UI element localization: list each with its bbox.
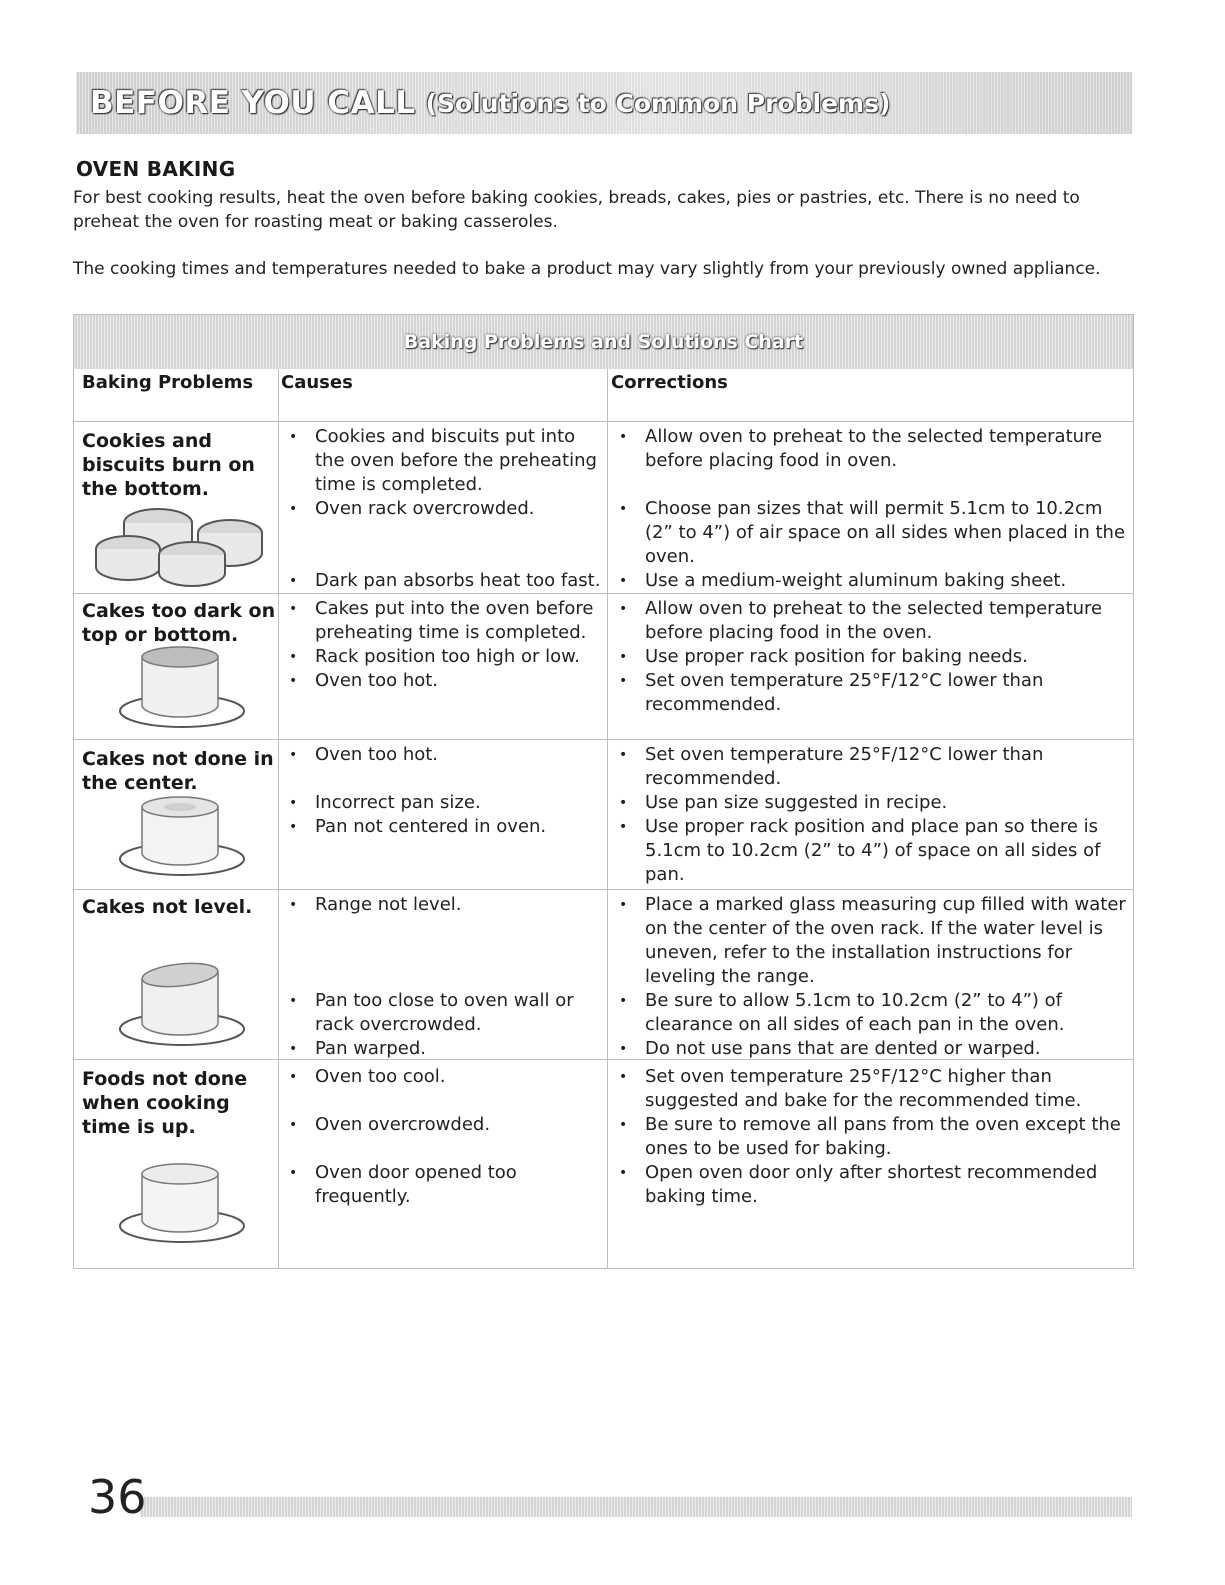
correction-item: • Set oven temperature 25°F/12°C lower than recommended. <box>611 669 1129 717</box>
row-divider <box>74 421 1133 422</box>
intro-paragraph-2: The cooking times and temperatures needed to bake a product may vary slightly from your previously owned appliance. <box>73 259 1101 279</box>
intro-paragraph-1: For best cooking results, heat the oven before baking cookies, breads, cakes, pies or pastries, etc. There is no need to preheat the oven for roasting meat or baking casseroles. <box>73 188 1080 232</box>
corrections-cookies <box>611 425 1129 591</box>
cause-item: • Oven too hot. <box>281 669 606 693</box>
cause-item: • Rack position too high or low. <box>281 645 606 669</box>
chart-header <box>74 315 1133 369</box>
cause-item: • Oven rack overcrowded. <box>281 497 606 521</box>
correction-item: • Do not use pans that are dented or warped. <box>611 1037 1129 1061</box>
page-header-subtitle: (Solutions to Common Problems) <box>425 88 891 118</box>
cause-item: • Oven too hot. <box>281 743 606 767</box>
causes-cookies <box>281 425 606 591</box>
footer-band <box>140 1497 1132 1517</box>
problem-label-cakes-too-dark: Cakes too dark on top or bottom. <box>82 600 276 646</box>
row-divider <box>74 739 1133 740</box>
corrections-cakes-not-level <box>611 893 1129 1057</box>
column-divider <box>278 369 279 1268</box>
correction-item: • Set oven temperature 25°F/12°C lower than recommended. <box>611 743 1129 791</box>
problem-label-cookies: Cookies and biscuits burn on the bottom. <box>82 430 255 500</box>
corrections-cakes-not-done <box>611 743 1129 885</box>
cake-illustration <box>104 793 254 883</box>
column-header-corrections: Corrections <box>611 372 728 393</box>
corrections-foods-not-done <box>611 1065 1129 1265</box>
row-divider <box>74 889 1133 890</box>
causes-foods-not-done <box>281 1065 606 1265</box>
cause-item: • Cakes put into the oven before preheating time is completed. <box>281 597 606 645</box>
cause-item: • Pan warped. <box>281 1037 606 1061</box>
correction-item: • Open oven door only after shortest recommended baking time. <box>611 1161 1129 1209</box>
cause-item: • Oven too cool. <box>281 1065 606 1089</box>
correction-item: • Choose pan sizes that will permit 5.1cm to 10.2cm (2” to 4”) of air space on all sides when placed in the oven. <box>611 497 1129 569</box>
causes-cakes-too-dark <box>281 597 606 737</box>
cause-item: • Pan not centered in oven. <box>281 815 606 839</box>
cookies-illustration <box>88 495 268 587</box>
section-title: OVEN BAKING <box>76 157 236 181</box>
cake-illustration <box>104 645 254 735</box>
row-divider <box>74 593 1133 594</box>
cause-item: • Cookies and biscuits put into the oven before the preheating time is completed. <box>281 425 606 497</box>
correction-item: • Set oven temperature 25°F/12°C higher than suggested and bake for the recommended time. <box>611 1065 1129 1113</box>
corrections-cakes-too-dark <box>611 597 1129 737</box>
problem-label-cakes-not-done: Cakes not done in the center. <box>82 748 274 794</box>
column-header-causes: Causes <box>281 372 353 393</box>
column-header-problems: Baking Problems <box>82 372 254 393</box>
cause-item: • Oven door opened too frequently. <box>281 1161 606 1209</box>
causes-cakes-not-level <box>281 893 606 1057</box>
correction-item: • Be sure to allow 5.1cm to 10.2cm (2” to 4”) of clearance on all sides of each pan in the oven. <box>611 989 1129 1037</box>
baking-problems-chart <box>73 314 1134 1269</box>
problem-label-foods-not-done: Foods not done when cooking time is up. <box>82 1068 248 1138</box>
page-number: 36 <box>88 1470 147 1524</box>
causes-cakes-not-done <box>281 743 606 885</box>
cake-illustration <box>104 1160 254 1250</box>
correction-item: • Use proper rack position and place pan so there is 5.1cm to 10.2cm (2” to 4”) of space on all sides of pan. <box>611 815 1129 887</box>
correction-item: • Use proper rack position for baking needs. <box>611 645 1129 669</box>
column-divider <box>607 369 608 1268</box>
cause-item: • Pan too close to oven wall or rack overcrowded. <box>281 989 606 1037</box>
chart-title: Baking Problems and Solutions Chart <box>403 331 804 353</box>
problem-label-cakes-not-level: Cakes not level. <box>82 896 253 918</box>
cause-item: • Dark pan absorbs heat too fast. <box>281 569 606 593</box>
correction-item: • Place a marked glass measuring cup filled with water on the center of the oven rack. If the water level is uneven, refer to the installation instructions for leveling the range. <box>611 893 1129 989</box>
cause-item: • Oven overcrowded. <box>281 1113 606 1137</box>
header-band <box>76 72 1132 134</box>
page-header-title: BEFORE YOU CALL <box>90 85 416 121</box>
cause-item: • Incorrect pan size. <box>281 791 606 815</box>
cake-illustration <box>104 955 254 1055</box>
correction-item: • Be sure to remove all pans from the oven except the ones to be used for baking. <box>611 1113 1129 1161</box>
correction-item: • Use a medium-weight aluminum baking sheet. <box>611 569 1129 593</box>
cause-item: • Range not level. <box>281 893 606 917</box>
correction-item: • Use pan size suggested in recipe. <box>611 791 1129 815</box>
correction-item: • Allow oven to preheat to the selected temperature before placing food in the oven. <box>611 597 1129 645</box>
correction-item: • Allow oven to preheat to the selected temperature before placing food in oven. <box>611 425 1129 473</box>
